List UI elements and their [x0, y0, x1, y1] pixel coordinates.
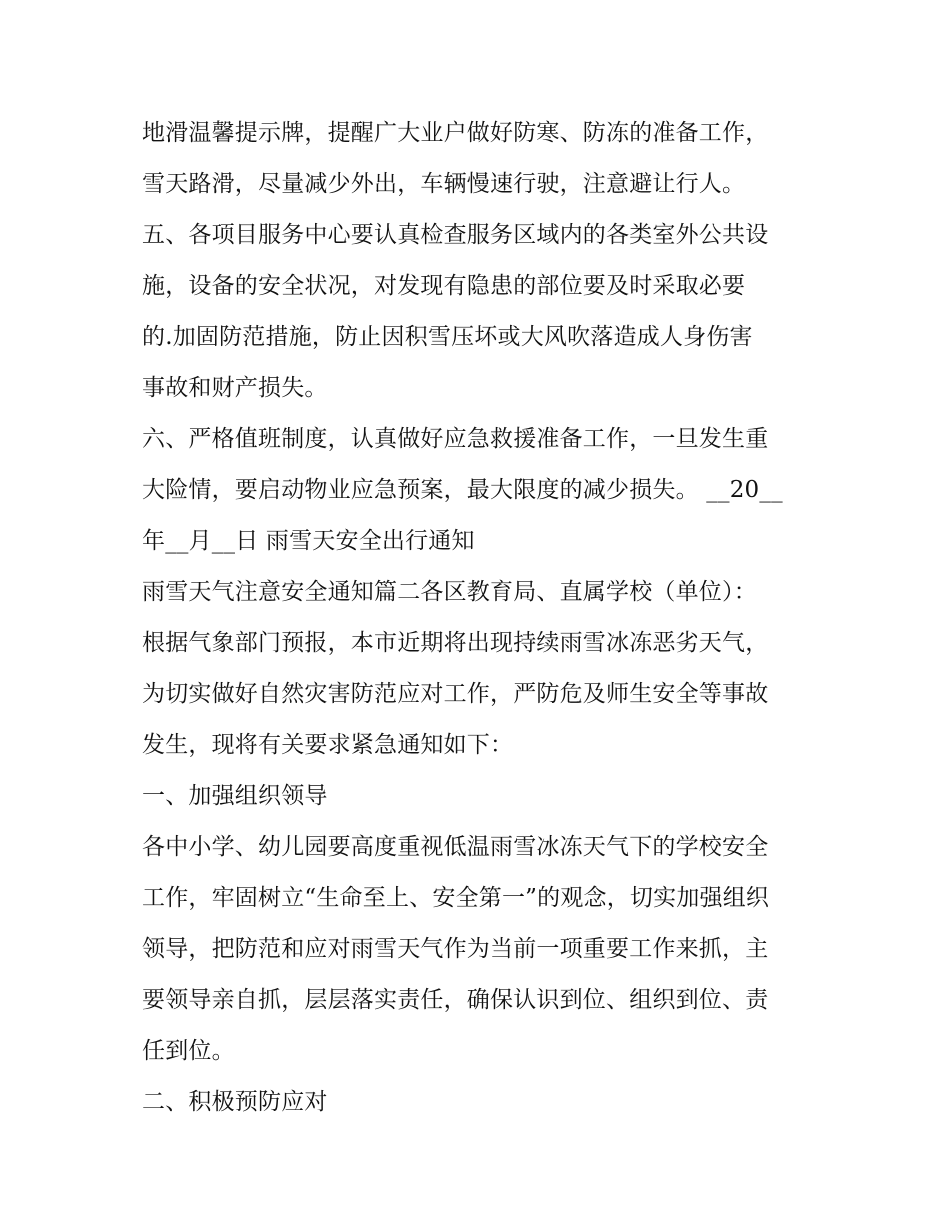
text-line-2: 雪天路滑，尽量减少外出，车辆慢速行驶，注意避让行人。 — [142, 171, 746, 197]
section-five-line-4: 事故和财产损失。 — [142, 375, 328, 401]
document-body — [142, 108, 832, 1128]
section-five-line-1: 五、各项目服务中心要认真检查服务区域内的各类室外公共设 — [142, 222, 769, 248]
text-line-1: 地滑温馨提示牌，提醒广大业户做好防寒、防冻的准备工作， — [142, 120, 769, 146]
notice-two-line-2: 根据气象部门预报，本市近期将出现持续雨雪冰冻恶劣天气， — [142, 630, 769, 656]
notice-two-line-3: 为切实做好自然灾害防范应对工作，严防危及师生安全等事故 — [142, 681, 769, 707]
section-five-line-3: 的.加固防范措施，防止因积雪压坏或大风吹落造成人身伤害 — [142, 324, 753, 350]
section-one-heading: 一、加强组织领导 — [142, 783, 328, 809]
section-one-line-2: 工作，牢固树立“生命至上、安全第一”的观念，切实加强组织 — [142, 885, 770, 911]
section-six-line-2: 大险情，要启动物业应急预案，最大限度的减少损失。 __20__ — [142, 477, 783, 503]
notice-two-line-4: 发生，现将有关要求紧急通知如下： — [142, 732, 514, 758]
section-five-line-2: 施，设备的安全状况，对发现有隐患的部位要及时采取必要 — [142, 273, 746, 299]
section-one-line-3: 领导，把防范和应对雨雪天气作为当前一项重要工作来抓，主 — [142, 936, 769, 962]
section-one-line-1: 各中小学、幼儿园要高度重视低温雨雪冰冻天气下的学校安全 — [142, 834, 769, 860]
section-one-line-5: 任到位。 — [142, 1038, 235, 1064]
notice-two-heading-line: 雨雪天气注意安全通知篇二各区教育局、直属学校（单位）： — [142, 579, 757, 605]
section-two-heading: 二、积极预防应对 — [142, 1089, 328, 1115]
section-one-line-4: 要领导亲自抓，层层落实责任，确保认识到位、组织到位、责 — [142, 987, 769, 1013]
section-six-line-1: 六、严格值班制度，认真做好应急救援准备工作，一旦发生重 — [142, 426, 769, 452]
date-and-title-line: 年__月__日 雨雪天安全出行通知 — [142, 528, 475, 554]
